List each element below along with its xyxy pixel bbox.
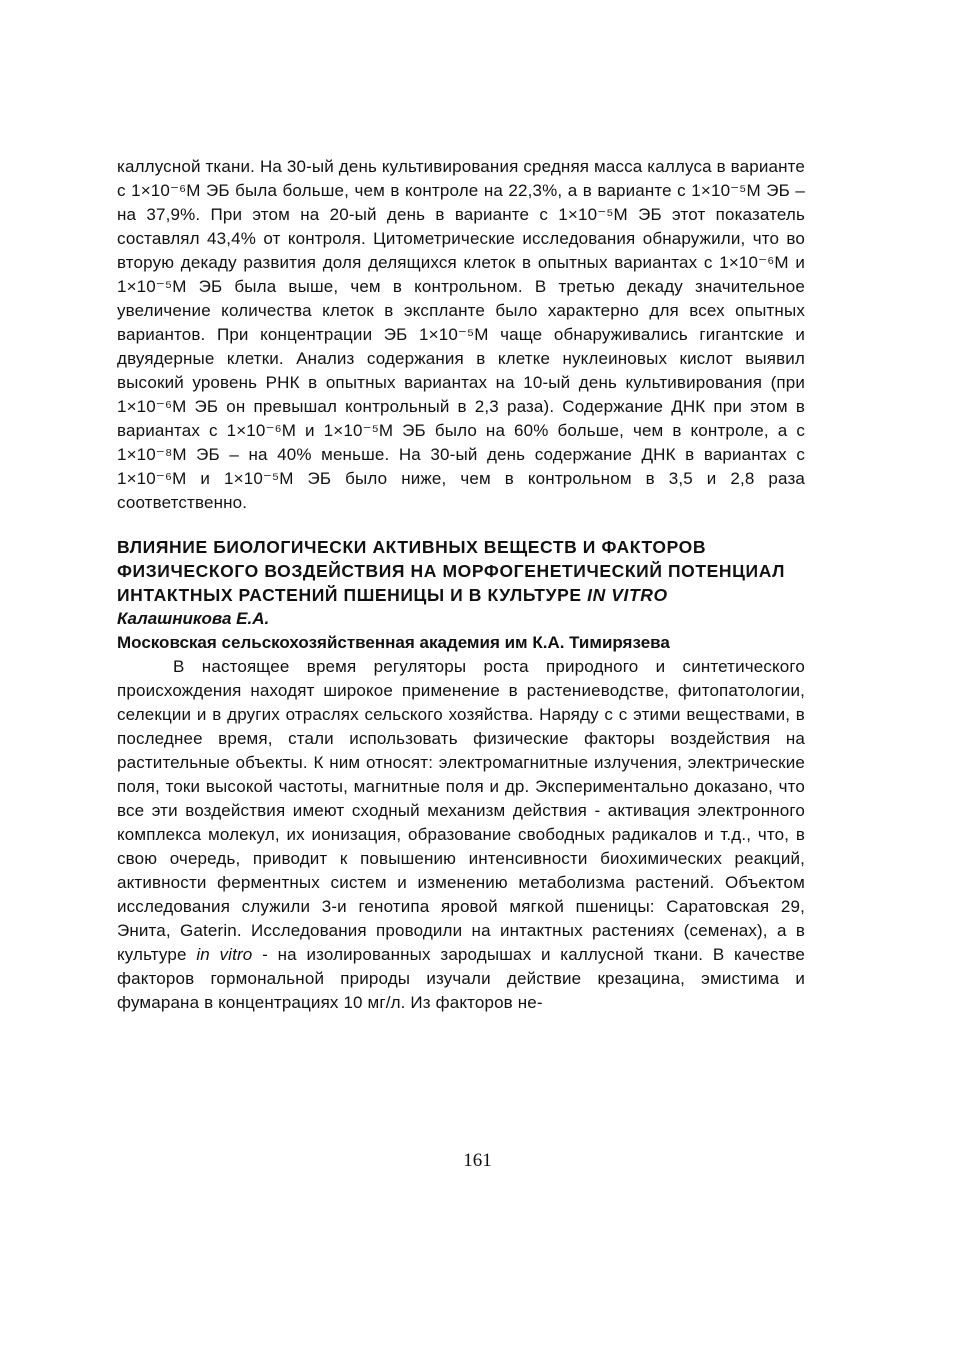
article-affiliation: Московская сельскохозяйственная академия им К.А. Тимирязева: [117, 633, 670, 652]
article-author: Калашникова Е.А.: [117, 609, 270, 628]
article-body-italic: in vitro: [196, 945, 253, 964]
continuation-paragraph: каллусной ткани. На 30-ый день культивирования средняя масса каллуса в варианте с 1×10⁻⁶М ЭБ была больше, чем в контроле на 22,3%, а в варианте с 1×10⁻⁵М ЭБ – на 37,9%. При этом на 20-ый день в варианте с 1×10⁻⁵М ЭБ этот показатель составлял 43,4% от контроля. Цитометрические исследования обнаружили, что во вторую декаду развития доля делящихся клеток в опытных вариантах с 1×10⁻⁶М и 1×10⁻⁵М ЭБ была выше, чем в контрольном. В третью декаду значительное увеличение количества клеток в экспланте было характерно для всех опытных вариантов. При концентрации ЭБ 1×10⁻⁵М чаще обнаруживались гигантские и двуядерные клетки. Анализ содержания в клетке нуклеиновых кислот выявил высокий уровень РНК в опытных вариантах на 10-ый день культивирования (при 1×10⁻⁶М ЭБ он превышал контрольный в 2,3 раза). Содержание ДНК при этом в вариантах с 1×10⁻⁶М и 1×10⁻⁵М ЭБ было на 60% больше, чем в контроле, а с 1×10⁻⁸М ЭБ – на 40% меньше. На 30-ый день содержание ДНК в вариантах с 1×10⁻⁶М и 1×10⁻⁵М ЭБ было ниже, чем в контрольном в 3,5 и 2,8 раза соответственно.: [117, 157, 805, 512]
page-content: [117, 155, 805, 1015]
page-number: 161: [463, 1150, 492, 1171]
article-title-main: ВЛИЯНИЕ БИОЛОГИЧЕСКИ АКТИВНЫХ ВЕЩЕСТВ И ФАКТОРОВ ФИЗИЧЕСКОГО ВОЗДЕЙСТВИЯ НА МОРФОГЕНЕТИЧЕСКИЙ ПОТЕНЦИАЛ ИНТАКТНЫХ РАСТЕНИЙ ПШЕНИЦЫ И В КУЛЬТУРЕ: [117, 537, 786, 605]
article-body-part1: В настоящее время регуляторы роста природного и синтетического происхождения находят широкое применение в растениеводстве, фитопатологии, селекции и в других отраслях сельского хозяйства. Наряду с с этими веществами, в последнее время, стали использовать физические факторы воздействия на растительные объекты. К ним относят: электромагнитные излучения, электрические поля, токи высокой частоты, магнитные поля и др. Экспериментально доказано, что все эти воздействия имеют сходный механизм действия - активация электронного комплекса молекул, их ионизация, образование свободных радикалов и т.д., что, в свою очередь, приводит к повышению интенсивности биохимических реакций, активности ферментных систем и изменению метаболизма растений. Объектом исследования служили 3-и генотипа яровой мягкой пшеницы: Саратовская 29, Энита, Gaterin. Исследования проводили на интактных растениях (семенах), а в культуре: [117, 657, 805, 964]
article-body-paragraph: [117, 655, 805, 1015]
article-body-part2: - на изолированных зародышах и каллусной ткани. В качестве факторов гормональной природы изучали действие крезацина, эмистима и фумарана в концентрациях 10 мг/л. Из факторов не-: [117, 945, 805, 1012]
article-title: [117, 535, 805, 607]
article-title-italic: IN VITRO: [587, 585, 668, 605]
